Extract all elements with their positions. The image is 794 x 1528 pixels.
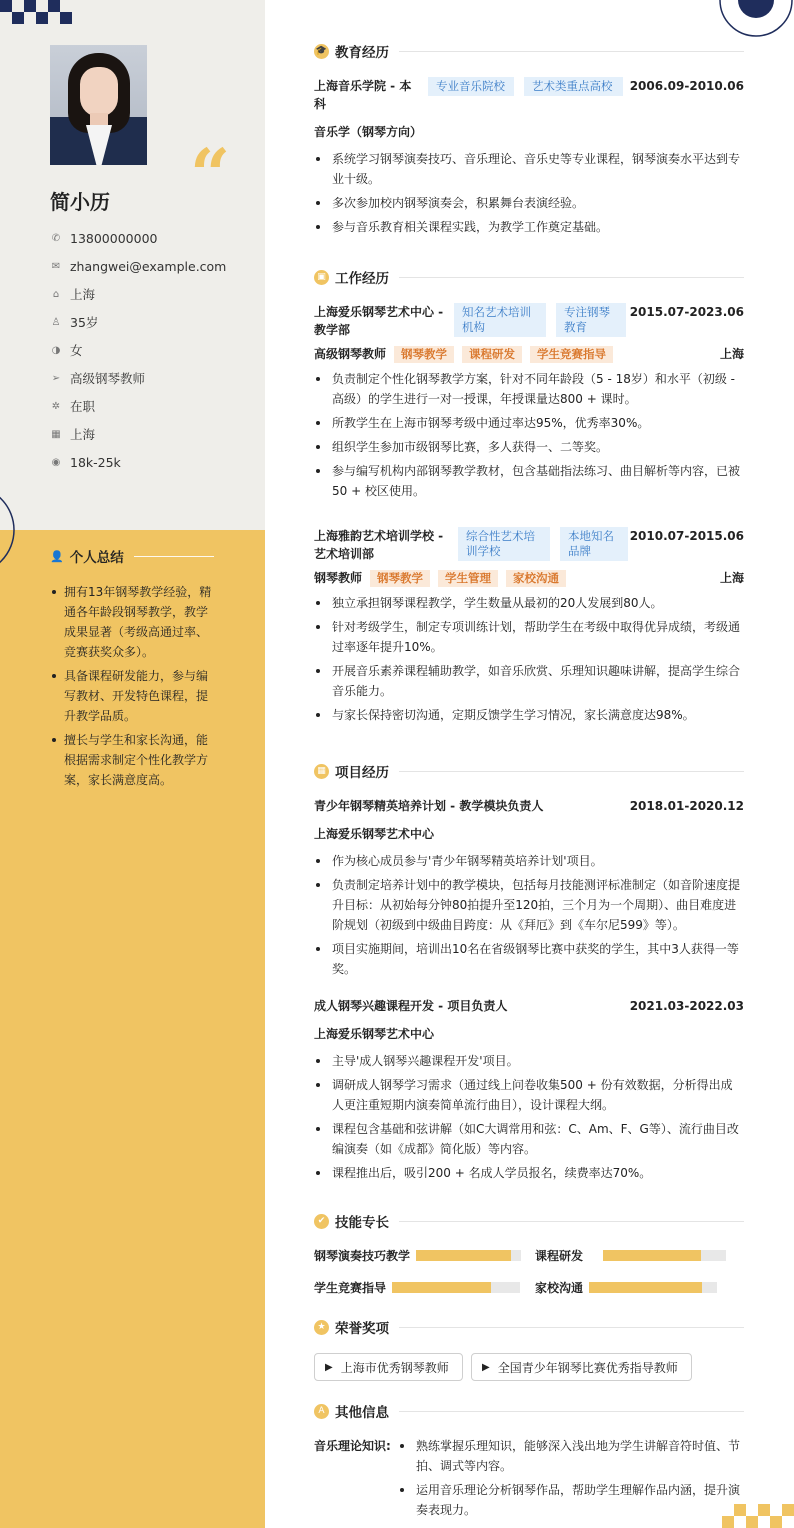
mail-icon: ✉	[51, 260, 61, 272]
job-bullets	[314, 369, 744, 501]
bullet: 参与音乐教育相关课程实践，为教学工作奠定基础。	[314, 217, 744, 237]
contact-info-text: 上海	[70, 287, 96, 302]
briefcase-icon: ▣	[314, 270, 329, 285]
school-name: 上海音乐学院 - 本科	[314, 79, 412, 111]
bullet: 开展音乐素养课程辅助教学，如音乐欣赏、乐理知识趣味讲解，提高学生综合音乐能力。	[314, 661, 744, 701]
summary-heading	[50, 546, 214, 566]
sidebar	[0, 0, 265, 1528]
contact-info-text: zhangwei@example.com	[70, 258, 227, 274]
contact-info-text: 18k-25k	[70, 454, 121, 470]
job-entry	[314, 527, 744, 729]
skill-item	[535, 1279, 717, 1296]
bullet: 参与编写机构内部钢琴教学教材，包含基础指法练习、曲目解析等内容，已被50 + 校区使用。	[314, 461, 744, 501]
home-icon: ⌂	[52, 288, 60, 300]
job-bullets	[314, 593, 744, 725]
checker-decoration	[722, 1504, 794, 1528]
summary-item: 擅长与学生和家长沟通，能根据需求制定个性化教学方案，家长满意度高。	[50, 730, 216, 790]
project-bullets	[314, 1051, 744, 1183]
skill-name: 学生竞赛指导	[314, 1281, 387, 1295]
section-title: 工作经历	[335, 271, 389, 287]
skill-tag: 钢琴教学	[370, 570, 430, 587]
skill-bar-fill	[416, 1250, 511, 1261]
awards-heading	[314, 1317, 744, 1337]
circle-decoration	[718, 0, 794, 37]
award-label: 全国青少年钢琴比赛优秀指导教师	[497, 1360, 678, 1375]
contact-info-row	[50, 392, 226, 420]
section-title: 其他信息	[335, 1405, 389, 1421]
tag: 综合性艺术培训学校	[458, 527, 550, 561]
thumbs-up-icon: ✔	[314, 1214, 329, 1229]
skill-item	[314, 1279, 520, 1296]
skill-tag: 学生管理	[438, 570, 498, 587]
skill-tag: 课程研发	[462, 346, 522, 363]
contact-info-text: 13800000000	[70, 230, 158, 246]
summary-item: 具备课程研发能力，参与编写教材、开发特色课程，提升教学品质。	[50, 666, 216, 726]
skill-tag: 家校沟通	[506, 570, 566, 587]
triangle-icon: ▶	[482, 1361, 490, 1373]
date-range: 2010.07-2015.06	[629, 529, 744, 543]
send-icon: ➢	[51, 372, 61, 384]
date-range: 2018.01-2020.12	[629, 799, 744, 813]
award-chip	[314, 1353, 463, 1381]
company-name: 上海爱乐钢琴艺术中心 - 教学部	[314, 305, 444, 337]
project-org	[314, 825, 744, 843]
skill-bar-fill	[603, 1250, 701, 1261]
bullet: 运用音乐理论分析钢琴作品，帮助学生理解作品内涵，提升演奏表现力。	[398, 1480, 744, 1520]
job-location: 上海	[719, 571, 744, 585]
bullet: 负责制定培养计划中的教学模块，包括每月技能测评标准制定（如音阶速度提升目标：从初始每分钟80拍提升至120拍，三个月为一个周期）、曲目难度进阶规划（初级到中级曲目跨度：从《拜厄》到《车尔尼599》等）。	[314, 875, 744, 935]
skill-bar-fill	[589, 1282, 702, 1293]
phone-icon: ✆	[51, 232, 61, 244]
other-bullets	[398, 1436, 744, 1524]
bullet: 熟练掌握乐理知识，能够深入浅出地为学生讲解音符时值、节拍、调式等内容。	[398, 1436, 744, 1476]
bullet: 项目实施期间，培训出10名在省级钢琴比赛中获奖的学生，其中3人获得一等奖。	[314, 939, 744, 979]
date-range: 2015.07-2023.06	[629, 305, 744, 319]
contact-info-row	[50, 280, 226, 308]
bullet: 组织学生参加市级钢琴比赛，多人获得一、二等奖。	[314, 437, 744, 457]
contact-info-text: 高级钢琴教师	[70, 371, 146, 386]
triangle-icon: ▶	[325, 1361, 333, 1373]
projects-heading	[314, 761, 744, 781]
skill-tag: 钢琴教学	[394, 346, 454, 363]
role-row	[314, 345, 744, 363]
award-label: 上海市优秀钢琴教师	[340, 1360, 449, 1375]
section-title: 荣誉奖项	[335, 1321, 389, 1337]
contact-info-row	[50, 336, 226, 364]
contact-info-row	[50, 448, 226, 476]
contact-info-row	[50, 224, 226, 252]
summary-item: 拥有13年钢琴教学经验，精通各年龄段钢琴教学，教学成果显著（考级高通过率、竞赛获奖众多）。	[50, 582, 216, 662]
tag: 专注钢琴教育	[556, 303, 626, 337]
contact-info-text: 女	[70, 343, 83, 358]
bullet: 针对考级学生，制定专项训练计划，帮助学生在考级中取得优异成绩，考级通过率逐年提升10%。	[314, 617, 744, 657]
company-name: 上海雅韵艺术培训学校 - 艺术培训部	[314, 529, 444, 561]
bullet: 与家长保持密切沟通，定期反馈学生学习情况，家长满意度达98%。	[314, 705, 744, 725]
skill-name: 课程研发	[535, 1249, 584, 1263]
skill-bar	[589, 1282, 717, 1293]
education-bullets	[314, 149, 744, 237]
date-range: 2006.09-2010.06	[629, 79, 744, 93]
bullet: 系统学习钢琴演奏技巧、音乐理论、音乐史等专业课程，钢琴演奏水平达到专业十级。	[314, 149, 744, 189]
tag: 专业音乐院校	[428, 77, 514, 96]
contact-info-row	[50, 252, 226, 280]
major-label: 音乐学（钢琴方向）	[314, 125, 423, 139]
status-icon: ✲	[51, 400, 61, 412]
bullet: 负责制定个性化钢琴教学方案，针对不同年龄段（5 - 18岁）和水平（初级 - 高级）的学生进行一对一授课，年授课量达800 + 课时。	[314, 369, 744, 409]
bullet: 所教学生在上海市钢琴考级中通过率达95%，优秀率30%。	[314, 413, 744, 433]
quote-mark-icon: “	[190, 133, 231, 216]
tag: 本地知名品牌	[560, 527, 628, 561]
skills-heading	[314, 1211, 744, 1231]
project-org	[314, 1025, 744, 1043]
tag: 艺术类重点高校	[524, 77, 623, 96]
other-label: 音乐理论知识:	[314, 1439, 391, 1453]
skill-bar	[392, 1282, 520, 1293]
job-entry	[314, 303, 744, 505]
contact-info-text: 在职	[70, 399, 96, 414]
project-name: 青少年钢琴精英培养计划 - 教学模块负责人	[314, 799, 544, 813]
education-heading	[314, 41, 744, 61]
grid-icon: ▦	[314, 764, 329, 779]
project-name: 成人钢琴兴趣课程开发 - 项目负责人	[314, 999, 508, 1013]
skill-name: 钢琴演奏技巧教学	[314, 1249, 411, 1263]
job-title: 钢琴教师	[314, 571, 363, 585]
job-location: 上海	[719, 347, 744, 361]
bullet: 课程推出后，吸引200 + 名成人学员报名，续费率达70%。	[314, 1163, 744, 1183]
summary-title: 个人总结	[69, 550, 124, 566]
skill-item	[314, 1247, 521, 1264]
skill-bar	[416, 1250, 521, 1261]
project-org-label: 上海爱乐钢琴艺术中心	[314, 1027, 435, 1041]
award-chip	[471, 1353, 692, 1381]
education-entry	[314, 77, 744, 241]
bullet: 主导'成人钢琴兴趣课程开发'项目。	[314, 1051, 744, 1071]
job-title: 高级钢琴教师	[314, 347, 387, 361]
major	[314, 123, 744, 141]
role-row	[314, 569, 744, 587]
bullet: 课程包含基础和弦讲解（如C大调常用和弦：C、Am、F、G等）、流行曲目改编演奏（如《成都》简化版）等内容。	[314, 1119, 744, 1159]
contact-info-text: 上海	[70, 427, 96, 442]
bullet: 多次参加校内钢琴演奏会，积累舞台表演经验。	[314, 193, 744, 213]
summary-list	[50, 582, 216, 794]
circle-decoration	[0, 485, 45, 575]
contact-info-row	[50, 364, 226, 392]
project-entry	[314, 997, 744, 1187]
bullet: 独立承担钢琴课程教学，学生数量从最初的20人发展到80人。	[314, 593, 744, 613]
candidate-name: 简小历	[50, 190, 110, 214]
contact-info-row	[50, 308, 226, 336]
section-title: 技能专长	[335, 1215, 389, 1231]
building-icon: ▦	[51, 428, 61, 440]
award-icon: ★	[314, 1320, 329, 1335]
age-icon: ♙	[51, 316, 61, 328]
tag: 知名艺术培训机构	[454, 303, 546, 337]
bullet: 调研成人钢琴学习需求（通过线上问卷收集500 + 份有效数据，分析得出成人更注重短期内演奏简单流行曲目），设计课程大纲。	[314, 1075, 744, 1115]
contact-info-row	[50, 420, 226, 448]
project-bullets	[314, 851, 744, 979]
work-heading	[314, 267, 744, 287]
skill-bar	[603, 1250, 726, 1261]
user-icon: 👤	[50, 549, 64, 563]
bullet: 作为核心成员参与'青少年钢琴精英培养计划'项目。	[314, 851, 744, 871]
contact-info-list	[50, 224, 226, 476]
skill-name: 家校沟通	[535, 1281, 584, 1295]
skill-item	[535, 1247, 726, 1264]
checker-decoration	[0, 0, 76, 24]
project-entry	[314, 797, 744, 983]
gender-icon: ◑	[51, 344, 61, 356]
contact-info-text: 35岁	[70, 315, 99, 330]
skill-tag: 学生竞赛指导	[530, 346, 613, 363]
salary-icon: ◉	[51, 456, 61, 468]
info-icon: A	[314, 1404, 329, 1419]
graduation-icon: 🎓	[314, 44, 329, 59]
section-title: 教育经历	[335, 45, 389, 61]
project-org-label: 上海爱乐钢琴艺术中心	[314, 827, 435, 841]
avatar	[50, 45, 147, 165]
other-heading	[314, 1401, 744, 1421]
date-range: 2021.03-2022.03	[629, 999, 744, 1013]
skill-bar-fill	[392, 1282, 491, 1293]
section-title: 项目经历	[335, 765, 389, 781]
